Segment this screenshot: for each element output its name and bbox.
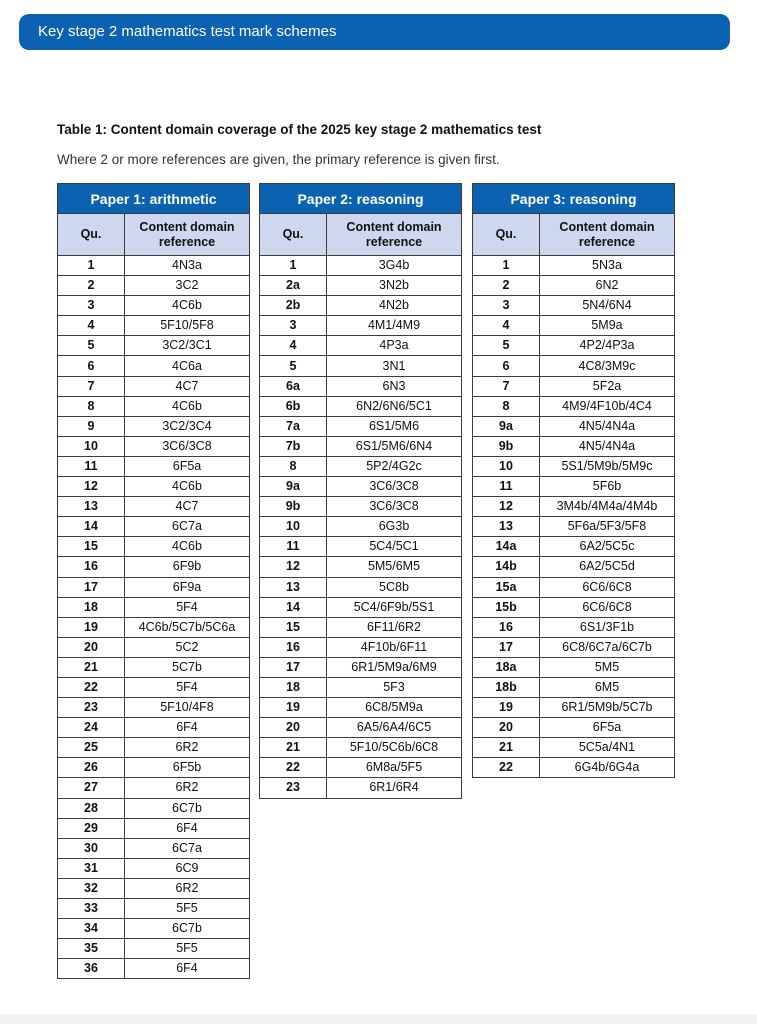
question-number: 9a bbox=[260, 477, 327, 497]
content-domain-reference: 6M5 bbox=[540, 677, 675, 697]
question-number: 2 bbox=[473, 276, 540, 296]
content-domain-reference: 6S1/3F1b bbox=[540, 617, 675, 637]
table-row bbox=[58, 597, 250, 617]
question-number: 6 bbox=[473, 356, 540, 376]
content-domain-reference: 5F4 bbox=[125, 597, 250, 617]
content-domain-reference: 4C7 bbox=[125, 376, 250, 396]
question-number: 9a bbox=[473, 416, 540, 436]
question-number: 2a bbox=[260, 276, 327, 296]
content-domain-reference: 5M5/6M5 bbox=[327, 557, 462, 577]
table-row bbox=[473, 577, 675, 597]
table-row bbox=[473, 436, 675, 456]
table-row bbox=[58, 276, 250, 296]
content-domain-reference: 3C6/3C8 bbox=[327, 497, 462, 517]
table-row bbox=[473, 517, 675, 537]
content-domain-reference: 6N3 bbox=[327, 376, 462, 396]
question-number: 31 bbox=[58, 858, 125, 878]
content-domain-reference: 6S1/5M6/6N4 bbox=[327, 436, 462, 456]
question-number: 7a bbox=[260, 416, 327, 436]
question-number: 5 bbox=[260, 356, 327, 376]
content-domain-reference: 5C7b bbox=[125, 657, 250, 677]
question-number: 12 bbox=[58, 477, 125, 497]
content-domain-reference: 6R2 bbox=[125, 738, 250, 758]
table-row bbox=[473, 738, 675, 758]
table-row bbox=[260, 657, 462, 677]
content-domain-reference: 6C7a bbox=[125, 838, 250, 858]
content-domain-reference: 6G3b bbox=[327, 517, 462, 537]
content-domain-reference: 6C7b bbox=[125, 798, 250, 818]
question-number: 13 bbox=[58, 497, 125, 517]
table-row bbox=[58, 537, 250, 557]
content-domain-reference: 5F2a bbox=[540, 376, 675, 396]
table-row bbox=[260, 296, 462, 316]
question-number: 3 bbox=[260, 316, 327, 336]
question-number: 15 bbox=[58, 537, 125, 557]
table-row bbox=[58, 557, 250, 577]
table-row bbox=[260, 517, 462, 537]
table-row bbox=[473, 718, 675, 738]
table-row bbox=[260, 738, 462, 758]
question-number: 17 bbox=[260, 657, 327, 677]
table-row bbox=[473, 637, 675, 657]
table-row bbox=[473, 617, 675, 637]
content-domain-reference: 6A2/5C5d bbox=[540, 557, 675, 577]
content-domain-reference: 5F10/5C6b/6C8 bbox=[327, 738, 462, 758]
question-number: 13 bbox=[260, 577, 327, 597]
content-domain-reference: 6F9a bbox=[125, 577, 250, 597]
question-number: 16 bbox=[260, 637, 327, 657]
table-row bbox=[260, 758, 462, 778]
question-number: 10 bbox=[473, 456, 540, 476]
question-number: 20 bbox=[473, 718, 540, 738]
content-domain-reference: 4N3a bbox=[125, 256, 250, 276]
content-domain-reference: 6C6/6C8 bbox=[540, 577, 675, 597]
content-domain-reference: 4M1/4M9 bbox=[327, 316, 462, 336]
table-row bbox=[473, 296, 675, 316]
header-title: Key stage 2 mathematics test mark schemes bbox=[38, 23, 337, 40]
table-row bbox=[58, 818, 250, 838]
question-number: 24 bbox=[58, 718, 125, 738]
content-domain-reference: 4C6b bbox=[125, 296, 250, 316]
question-number: 8 bbox=[473, 396, 540, 416]
question-number: 13 bbox=[473, 517, 540, 537]
table-row bbox=[473, 497, 675, 517]
content-domain-reference: 4N5/4N4a bbox=[540, 416, 675, 436]
question-number: 1 bbox=[260, 256, 327, 276]
table-row bbox=[58, 396, 250, 416]
question-number: 7b bbox=[260, 436, 327, 456]
table-subtitle: Where 2 or more references are given, the primary reference is given first. bbox=[57, 152, 500, 167]
content-domain-reference: 6C6/6C8 bbox=[540, 597, 675, 617]
question-number: 15b bbox=[473, 597, 540, 617]
question-number: 7 bbox=[473, 376, 540, 396]
question-number: 18 bbox=[260, 677, 327, 697]
table-row bbox=[260, 617, 462, 637]
content-domain-reference: 5F6b bbox=[540, 477, 675, 497]
content-domain-reference: 5N3a bbox=[540, 256, 675, 276]
content-domain-reference: 6C7b bbox=[125, 919, 250, 939]
table-row bbox=[58, 577, 250, 597]
content-domain-reference: 3C2/3C4 bbox=[125, 416, 250, 436]
table-row bbox=[473, 276, 675, 296]
question-number: 11 bbox=[260, 537, 327, 557]
question-number: 21 bbox=[260, 738, 327, 758]
question-number: 9b bbox=[473, 436, 540, 456]
table-row bbox=[473, 316, 675, 336]
paper-3-qu-header: Qu. bbox=[473, 214, 540, 256]
content-domain-reference: 5F10/5F8 bbox=[125, 316, 250, 336]
question-number: 8 bbox=[58, 396, 125, 416]
table-row bbox=[58, 758, 250, 778]
content-domain-reference: 3C6/3C8 bbox=[125, 436, 250, 456]
table-row bbox=[58, 657, 250, 677]
question-number: 6 bbox=[58, 356, 125, 376]
content-domain-reference: 5M5 bbox=[540, 657, 675, 677]
table-row bbox=[260, 597, 462, 617]
table-row bbox=[58, 919, 250, 939]
question-number: 27 bbox=[58, 778, 125, 798]
table-row bbox=[58, 858, 250, 878]
question-number: 6b bbox=[260, 396, 327, 416]
paper-3-table bbox=[472, 183, 675, 778]
table-row bbox=[58, 838, 250, 858]
question-number: 2b bbox=[260, 296, 327, 316]
table-row bbox=[58, 316, 250, 336]
question-number: 23 bbox=[58, 698, 125, 718]
question-number: 4 bbox=[58, 316, 125, 336]
table-row bbox=[260, 557, 462, 577]
question-number: 20 bbox=[260, 718, 327, 738]
content-domain-reference: 5C5a/4N1 bbox=[540, 738, 675, 758]
question-number: 10 bbox=[58, 436, 125, 456]
content-domain-reference: 6F4 bbox=[125, 959, 250, 979]
question-number: 22 bbox=[58, 677, 125, 697]
content-domain-reference: 6F5a bbox=[125, 456, 250, 476]
content-domain-reference: 4P2/4P3a bbox=[540, 336, 675, 356]
question-number: 25 bbox=[58, 738, 125, 758]
question-number: 23 bbox=[260, 778, 327, 798]
content-domain-reference: 6F5b bbox=[125, 758, 250, 778]
paper-1-qu-header: Qu. bbox=[58, 214, 125, 256]
question-number: 14b bbox=[473, 557, 540, 577]
table-row bbox=[260, 436, 462, 456]
content-domain-reference: 5F6a/5F3/5F8 bbox=[540, 517, 675, 537]
table-row bbox=[58, 336, 250, 356]
question-number: 12 bbox=[473, 497, 540, 517]
content-domain-reference: 3N1 bbox=[327, 356, 462, 376]
content-domain-reference: 3N2b bbox=[327, 276, 462, 296]
question-number: 22 bbox=[473, 758, 540, 778]
content-domain-reference: 5F3 bbox=[327, 677, 462, 697]
table-row bbox=[260, 637, 462, 657]
content-domain-reference: 4C6a bbox=[125, 356, 250, 376]
table-row bbox=[58, 296, 250, 316]
table-row bbox=[473, 356, 675, 376]
content-domain-reference: 4F10b/6F11 bbox=[327, 637, 462, 657]
question-number: 1 bbox=[473, 256, 540, 276]
content-domain-reference: 6F11/6R2 bbox=[327, 617, 462, 637]
question-number: 9 bbox=[58, 416, 125, 436]
table-row bbox=[58, 959, 250, 979]
paper-1-ref-header: Content domain reference bbox=[125, 214, 250, 256]
table-row bbox=[58, 878, 250, 898]
content-domain-reference: 6S1/5M6 bbox=[327, 416, 462, 436]
paper-2-qu-header: Qu. bbox=[260, 214, 327, 256]
content-domain-reference: 3C2 bbox=[125, 276, 250, 296]
table-row bbox=[260, 396, 462, 416]
table-row bbox=[58, 798, 250, 818]
table-row bbox=[473, 537, 675, 557]
table-row bbox=[260, 497, 462, 517]
question-number: 30 bbox=[58, 838, 125, 858]
table-row bbox=[473, 597, 675, 617]
table-row bbox=[473, 376, 675, 396]
content-domain-reference: 6N2 bbox=[540, 276, 675, 296]
content-domain-reference: 6R2 bbox=[125, 878, 250, 898]
table-row bbox=[58, 517, 250, 537]
table-row bbox=[473, 256, 675, 276]
question-number: 28 bbox=[58, 798, 125, 818]
content-domain-reference: 6A5/6A4/6C5 bbox=[327, 718, 462, 738]
content-domain-reference: 4C6b bbox=[125, 537, 250, 557]
table-row bbox=[58, 677, 250, 697]
table-row bbox=[260, 718, 462, 738]
question-number: 1 bbox=[58, 256, 125, 276]
content-domain-reference: 5F10/4F8 bbox=[125, 698, 250, 718]
table-row bbox=[473, 657, 675, 677]
content-domain-reference: 6C7a bbox=[125, 517, 250, 537]
content-domain-reference: 6C9 bbox=[125, 858, 250, 878]
question-number: 15 bbox=[260, 617, 327, 637]
content-domain-reference: 5F5 bbox=[125, 899, 250, 919]
table-row bbox=[473, 336, 675, 356]
table-row bbox=[58, 698, 250, 718]
content-domain-reference: 6M8a/5F5 bbox=[327, 758, 462, 778]
question-number: 19 bbox=[58, 617, 125, 637]
content-domain-reference: 3G4b bbox=[327, 256, 462, 276]
content-domain-reference: 4C6b bbox=[125, 477, 250, 497]
content-domain-reference: 4N2b bbox=[327, 296, 462, 316]
paper-2-ref-header: Content domain reference bbox=[327, 214, 462, 256]
table-row bbox=[58, 356, 250, 376]
table-row bbox=[58, 477, 250, 497]
table-row bbox=[260, 356, 462, 376]
question-number: 11 bbox=[58, 456, 125, 476]
table-row bbox=[58, 718, 250, 738]
question-number: 3 bbox=[473, 296, 540, 316]
content-domain-reference: 6N2/6N6/5C1 bbox=[327, 396, 462, 416]
question-number: 33 bbox=[58, 899, 125, 919]
table-row bbox=[58, 256, 250, 276]
content-domain-reference: 4C6b bbox=[125, 396, 250, 416]
table-row bbox=[260, 537, 462, 557]
question-number: 19 bbox=[473, 698, 540, 718]
content-domain-reference: 5S1/5M9b/5M9c bbox=[540, 456, 675, 476]
table-row bbox=[58, 617, 250, 637]
content-domain-reference: 6R1/6R4 bbox=[327, 778, 462, 798]
paper-2-title: Paper 2: reasoning bbox=[260, 184, 462, 214]
content-domain-reference: 4M9/4F10b/4C4 bbox=[540, 396, 675, 416]
content-domain-reference: 6F4 bbox=[125, 818, 250, 838]
question-number: 14 bbox=[260, 597, 327, 617]
question-number: 6a bbox=[260, 376, 327, 396]
question-number: 10 bbox=[260, 517, 327, 537]
question-number: 14 bbox=[58, 517, 125, 537]
content-domain-reference: 5C8b bbox=[327, 577, 462, 597]
content-domain-reference: 5C4/5C1 bbox=[327, 537, 462, 557]
content-domain-reference: 5M9a bbox=[540, 316, 675, 336]
content-domain-reference: 5N4/6N4 bbox=[540, 296, 675, 316]
question-number: 5 bbox=[58, 336, 125, 356]
table-row bbox=[473, 456, 675, 476]
question-number: 18 bbox=[58, 597, 125, 617]
question-number: 36 bbox=[58, 959, 125, 979]
paper-2-table bbox=[259, 183, 462, 799]
question-number: 21 bbox=[58, 657, 125, 677]
content-domain-reference: 6F9b bbox=[125, 557, 250, 577]
question-number: 2 bbox=[58, 276, 125, 296]
table-row bbox=[473, 416, 675, 436]
table-row bbox=[473, 758, 675, 778]
table-row bbox=[58, 637, 250, 657]
table-row bbox=[260, 336, 462, 356]
question-number: 35 bbox=[58, 939, 125, 959]
question-number: 5 bbox=[473, 336, 540, 356]
content-domain-reference: 3M4b/4M4a/4M4b bbox=[540, 497, 675, 517]
table-row bbox=[473, 677, 675, 697]
content-domain-reference: 4C7 bbox=[125, 497, 250, 517]
table-row bbox=[473, 698, 675, 718]
content-domain-reference: 6F4 bbox=[125, 718, 250, 738]
question-number: 11 bbox=[473, 477, 540, 497]
content-domain-reference: 5C2 bbox=[125, 637, 250, 657]
table-row bbox=[260, 778, 462, 798]
content-domain-reference: 5C4/6F9b/5S1 bbox=[327, 597, 462, 617]
table-row bbox=[473, 396, 675, 416]
table-row bbox=[260, 677, 462, 697]
content-domain-reference: 4N5/4N4a bbox=[540, 436, 675, 456]
question-number: 26 bbox=[58, 758, 125, 778]
content-domain-reference: 5P2/4G2c bbox=[327, 456, 462, 476]
content-domain-reference: 3C6/3C8 bbox=[327, 477, 462, 497]
paper-1-title: Paper 1: arithmetic bbox=[58, 184, 250, 214]
content-domain-reference: 6C8/6C7a/6C7b bbox=[540, 637, 675, 657]
content-domain-reference: 6R2 bbox=[125, 778, 250, 798]
paper-3-ref-header: Content domain reference bbox=[540, 214, 675, 256]
question-number: 12 bbox=[260, 557, 327, 577]
table-row bbox=[58, 899, 250, 919]
question-number: 18b bbox=[473, 677, 540, 697]
content-domain-reference: 6R1/5M9b/5C7b bbox=[540, 698, 675, 718]
question-number: 15a bbox=[473, 577, 540, 597]
table-row bbox=[260, 276, 462, 296]
content-domain-reference: 6G4b/6G4a bbox=[540, 758, 675, 778]
page-footer-strip bbox=[0, 1014, 757, 1024]
table-row bbox=[473, 477, 675, 497]
table-row bbox=[260, 698, 462, 718]
question-number: 4 bbox=[260, 336, 327, 356]
content-domain-reference: 4C8/3M9c bbox=[540, 356, 675, 376]
content-domain-reference: 3C2/3C1 bbox=[125, 336, 250, 356]
question-number: 8 bbox=[260, 456, 327, 476]
table-row bbox=[260, 376, 462, 396]
paper-1-table bbox=[57, 183, 250, 979]
table-row bbox=[58, 778, 250, 798]
question-number: 34 bbox=[58, 919, 125, 939]
table-row bbox=[260, 477, 462, 497]
question-number: 18a bbox=[473, 657, 540, 677]
question-number: 16 bbox=[58, 557, 125, 577]
question-number: 7 bbox=[58, 376, 125, 396]
table-row bbox=[58, 738, 250, 758]
table-row bbox=[58, 456, 250, 476]
content-domain-reference: 6A2/5C5c bbox=[540, 537, 675, 557]
question-number: 9b bbox=[260, 497, 327, 517]
question-number: 16 bbox=[473, 617, 540, 637]
question-number: 14a bbox=[473, 537, 540, 557]
content-domain-reference: 5F5 bbox=[125, 939, 250, 959]
table-row bbox=[473, 557, 675, 577]
question-number: 19 bbox=[260, 698, 327, 718]
content-domain-reference: 6C8/5M9a bbox=[327, 698, 462, 718]
table-row bbox=[260, 316, 462, 336]
table-row bbox=[58, 436, 250, 456]
content-domain-reference: 5F4 bbox=[125, 677, 250, 697]
table-row bbox=[58, 939, 250, 959]
content-domain-reference: 6R1/5M9a/6M9 bbox=[327, 657, 462, 677]
question-number: 29 bbox=[58, 818, 125, 838]
table-row bbox=[260, 256, 462, 276]
table-row bbox=[58, 416, 250, 436]
table-row bbox=[58, 376, 250, 396]
question-number: 17 bbox=[58, 577, 125, 597]
question-number: 22 bbox=[260, 758, 327, 778]
content-domain-reference: 6F5a bbox=[540, 718, 675, 738]
table-row bbox=[260, 577, 462, 597]
question-number: 3 bbox=[58, 296, 125, 316]
question-number: 17 bbox=[473, 637, 540, 657]
content-domain-reference: 4C6b/5C7b/5C6a bbox=[125, 617, 250, 637]
question-number: 21 bbox=[473, 738, 540, 758]
paper-3-title: Paper 3: reasoning bbox=[473, 184, 675, 214]
question-number: 20 bbox=[58, 637, 125, 657]
table-title: Table 1: Content domain coverage of the 2025 key stage 2 mathematics test bbox=[57, 122, 542, 137]
question-number: 32 bbox=[58, 878, 125, 898]
table-row bbox=[260, 456, 462, 476]
table-row bbox=[260, 416, 462, 436]
table-row bbox=[58, 497, 250, 517]
question-number: 4 bbox=[473, 316, 540, 336]
content-domain-reference: 4P3a bbox=[327, 336, 462, 356]
header-bar bbox=[19, 14, 730, 50]
